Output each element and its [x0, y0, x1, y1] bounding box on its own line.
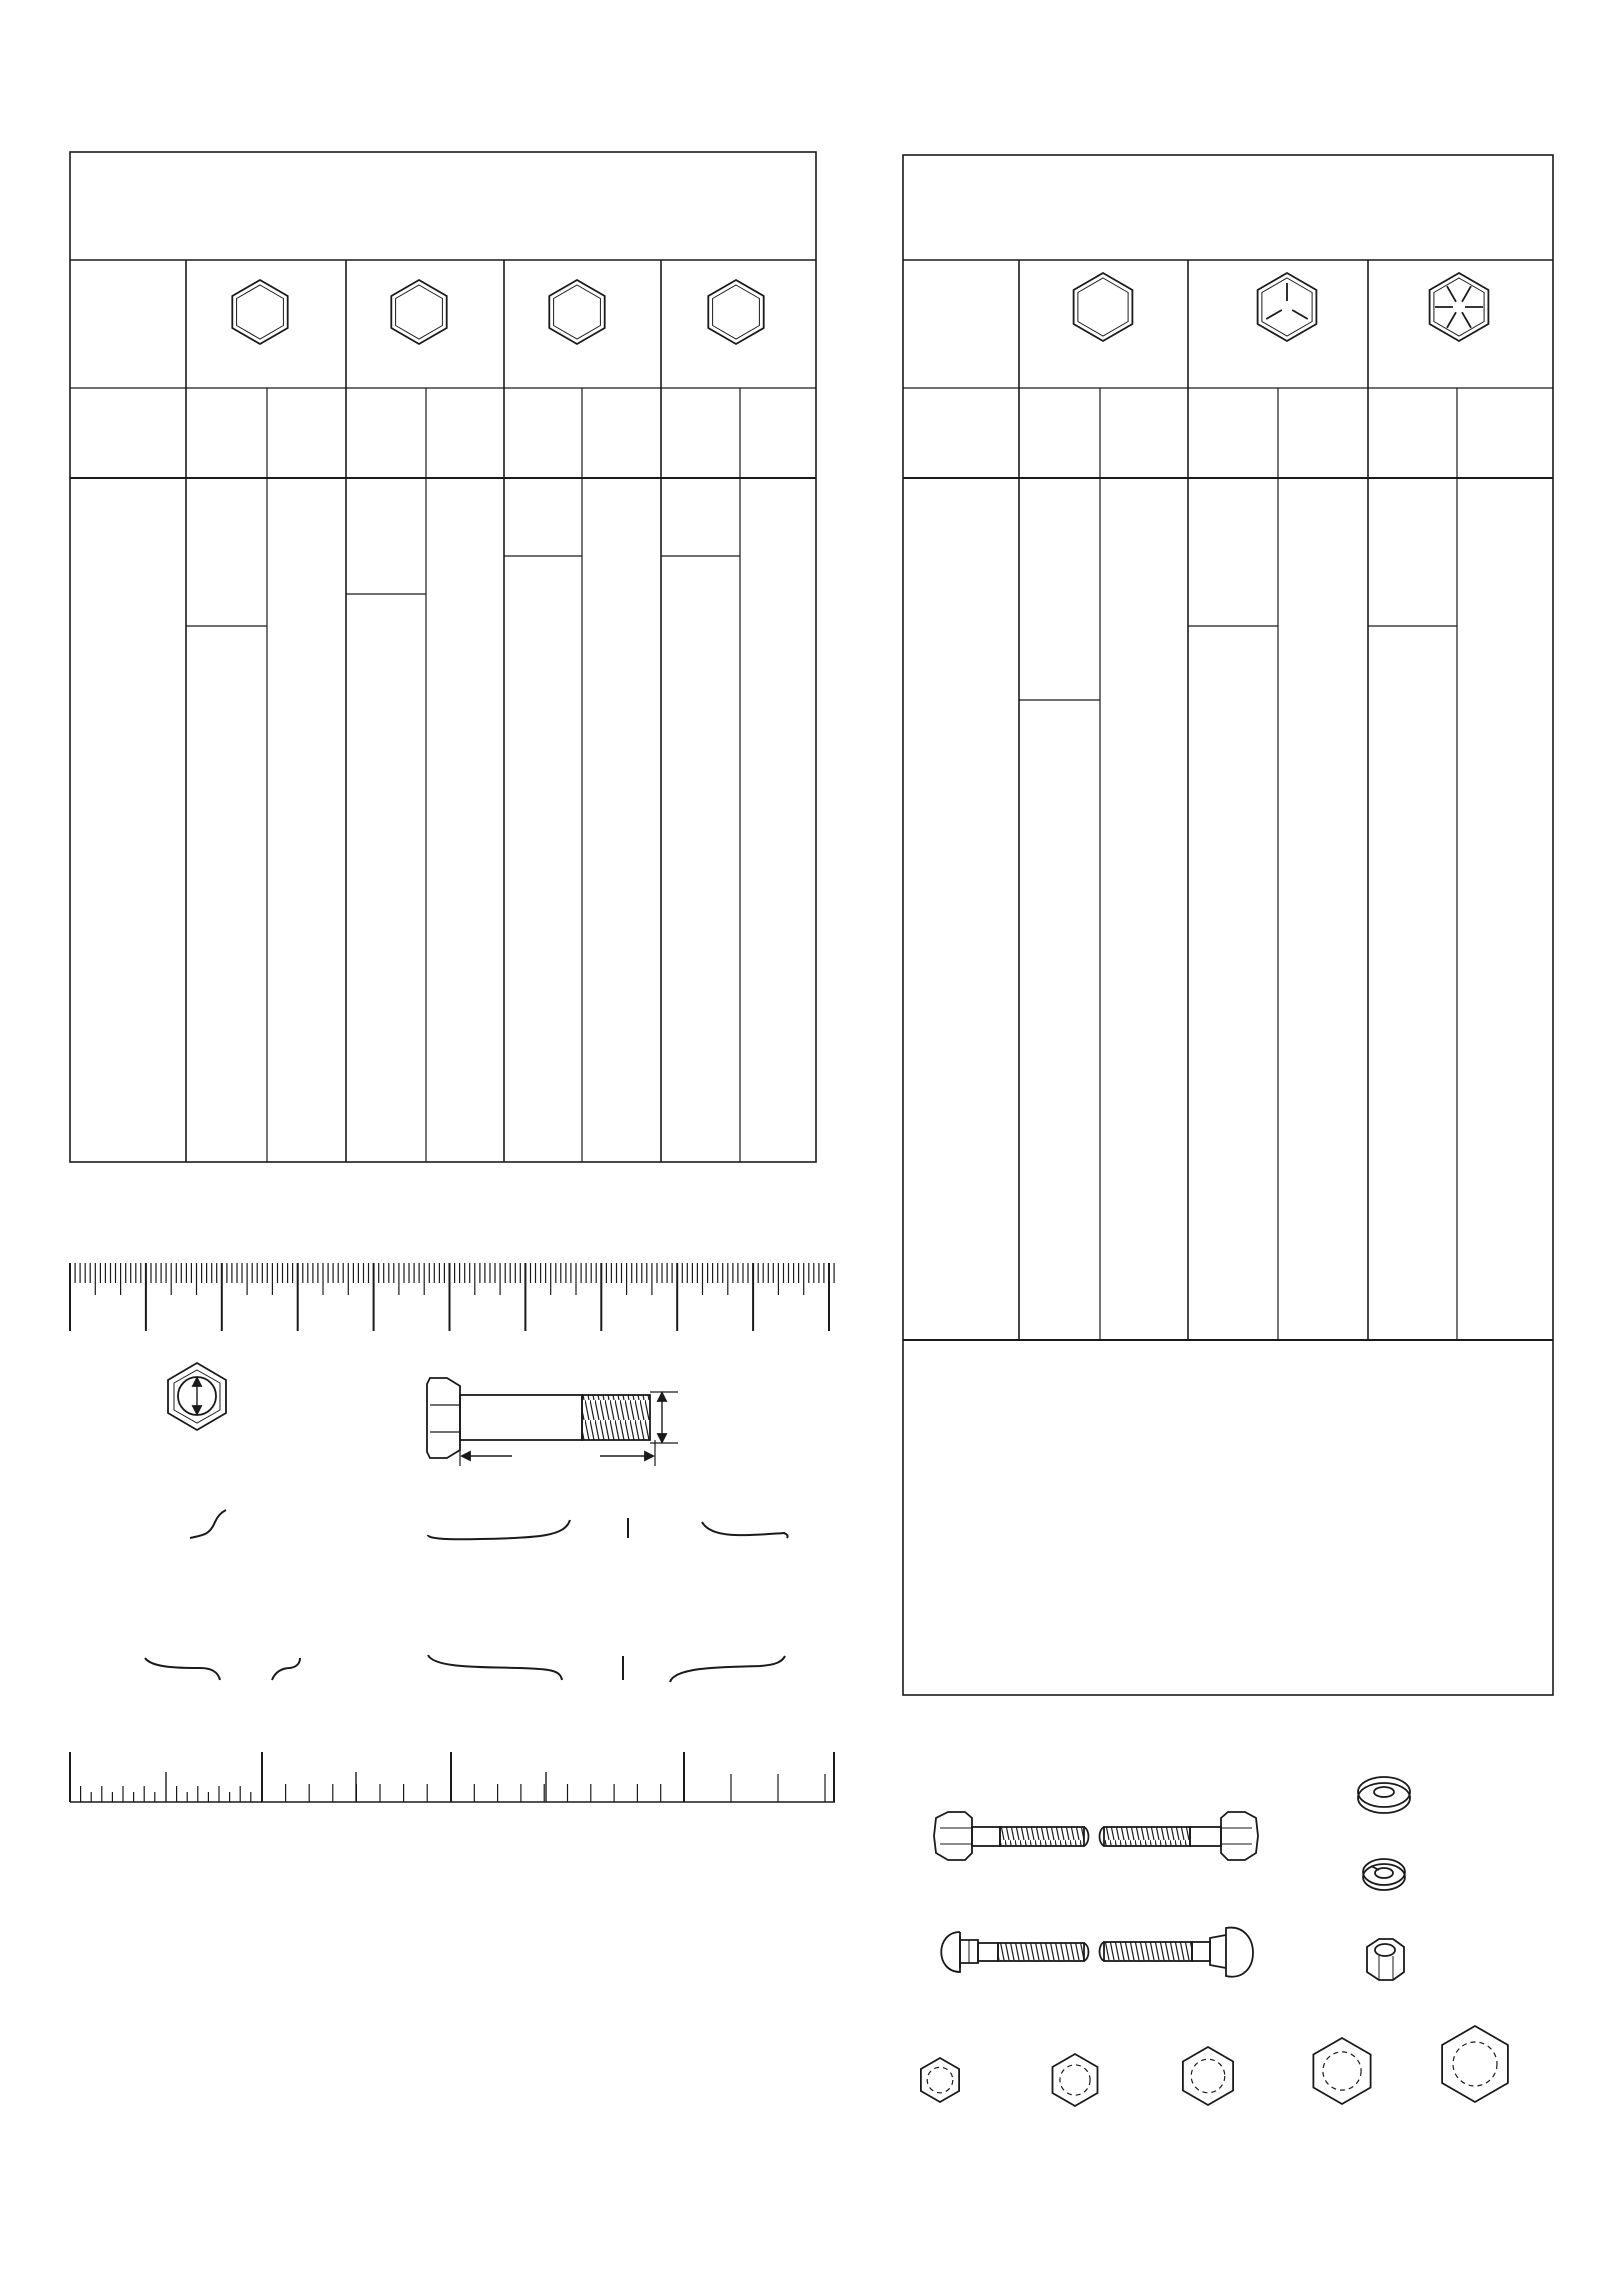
hex-head-icon [391, 280, 446, 344]
ruler-icon [70, 1752, 835, 1802]
flat-washer-icon [1358, 1777, 1410, 1813]
bracket-marks [145, 1510, 788, 1682]
nut-size-4-icon [1313, 2038, 1370, 2104]
lock-washer-icon [1363, 1859, 1405, 1890]
left-grade-table [70, 152, 816, 1162]
bolt-length-icon [427, 1378, 678, 1466]
hex-nut-icon [1367, 1939, 1404, 1980]
nut-size-3-icon [1183, 2047, 1233, 2105]
hex-bolt-icon [934, 1812, 1258, 1860]
right-grade-table [903, 155, 1553, 1695]
nut-size-1-icon [921, 2058, 959, 2102]
nut-diameter-icon [168, 1363, 226, 1430]
hex-head-icon [1074, 273, 1133, 341]
ruler-icon [70, 1263, 834, 1331]
carriage-bolt-icon [941, 1928, 1253, 1977]
hex-head-icon [232, 280, 287, 344]
hex-head-6-mark-icon [1430, 273, 1489, 341]
nut-size-2-icon [1053, 2054, 1098, 2106]
nut-size-5-icon [1442, 2026, 1508, 2102]
hex-head-icon [549, 280, 604, 344]
hex-head-icon [708, 280, 763, 344]
hex-head-3-mark-icon [1258, 273, 1317, 341]
